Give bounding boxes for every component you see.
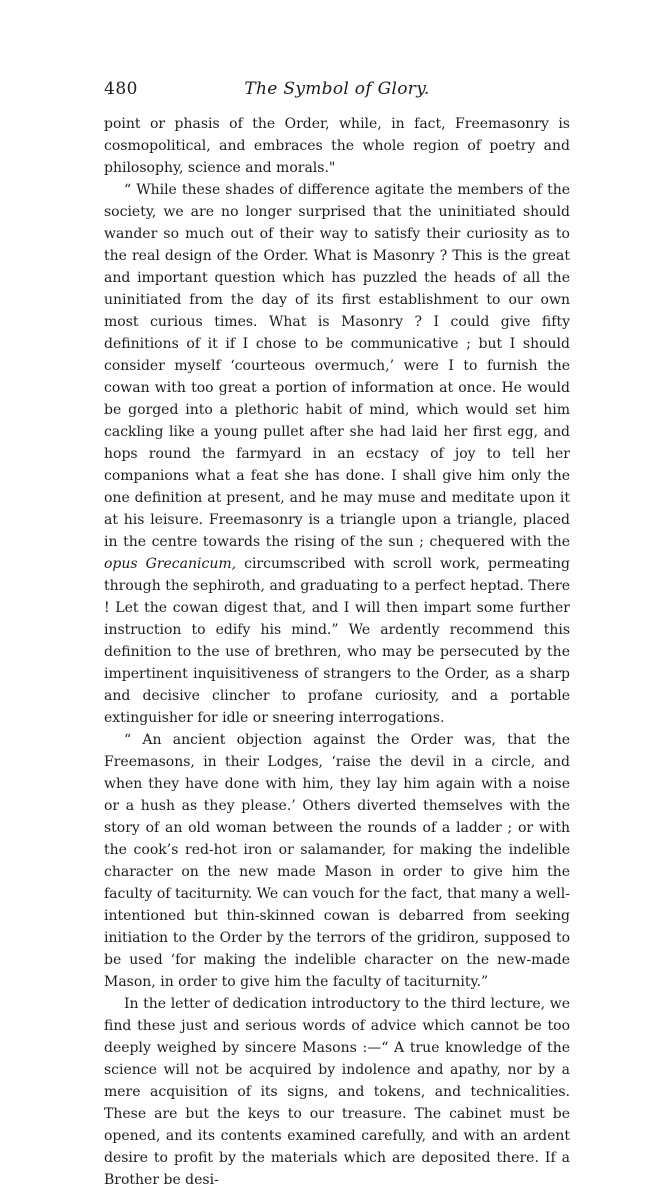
body-text <box>104 113 570 1191</box>
paragraph-2 <box>104 179 570 729</box>
page-header <box>104 79 570 105</box>
book-page <box>104 79 570 1191</box>
paragraph-2-text: “ While these shades of difference agitate the members of the society, we are no longer surprised that the uninitiated should wander so much out of their way to satisfy their curiosity as to the real design of the Order. What is Masonry ? This is the great and important question which has puzzled the heads of all the uninitiated from the day of its first establishment to our own most curious times. What is Masonry ? I could give fifty definitions of it if I chose to be communicative ; but I should consider myself ‘courteous overmuch,’ were I to furnish the cowan with too great a portion of information at once. He would be gorged into a plethoric habit of mind, which would set him cackling like a young pullet after she had laid her first egg, and hops round the farmyard in an ecstacy of joy to tell her companions what a feat she has done. I shall give him only the one definition at present, and he may muse and meditate upon it at his leisure. Freemasonry is a triangle upon a triangle, placed in the centre towards the rising of the sun ; chequered with the <box>104 182 570 550</box>
paragraph-4: In the letter of dedication introductory to the third lecture, we find these just and serious words of advice which cannot be too deeply weighed by sincere Masons :—“ A true knowledge of the science will not be acquired by indolence and apathy, nor by a mere acquisition of its signs, and tokens, and technicalities. These are but the keys to our treasure. The cabinet must be opened, and its contents examined carefully, and with an ardent desire to profit by the materials which are deposited there. If a Brother be desi- <box>104 996 570 1188</box>
paragraph-2-emphasis: opus Grecanicum, <box>104 556 237 572</box>
paragraph-3: “ An ancient objection against the Order was, that the Freemasons, in their Lodges, ‘raise the devil in a circle, and when they have done with him, they lay him again with a noise or a hush as they please.’ Others diverted themselves with the story of an old woman between the rounds of a ladder ; or with the cook’s red-hot iron or salamander, for making the indelible character on the new made Mason in order to give him the faculty of taciturnity. We can vouch for the fact, that many a well-intentioned but thin-skinned cowan is debarred from seeking initiation to the Order by the terrors of the gridiron, supposed to be used ‘for making the indelible character on the new-made Mason, in order to give him the faculty of taciturnity.” <box>104 732 570 990</box>
paragraph-1: point or phasis of the Order, while, in fact, Freemasonry is cosmopolitical, and embraces the whole region of poetry and philosophy, science and morals." <box>104 116 570 176</box>
running-title: The Symbol of Glory. <box>244 79 430 99</box>
page-number: 480 <box>104 79 138 99</box>
paragraph-2-text-after: circumscribed with scroll work, permeating through the sephiroth, and graduating to a perfect heptad. There ! Let the cowan digest that, and I will then impart some further instruction to edify his mind.” We ardently recommend this definition to the use of brethren, who may be persecuted by the impertinent inquisitiveness of strangers to the Order, as a sharp and decisive clincher to profane curiosity, and a portable extinguisher for idle or sneering interrogations. <box>104 556 570 726</box>
